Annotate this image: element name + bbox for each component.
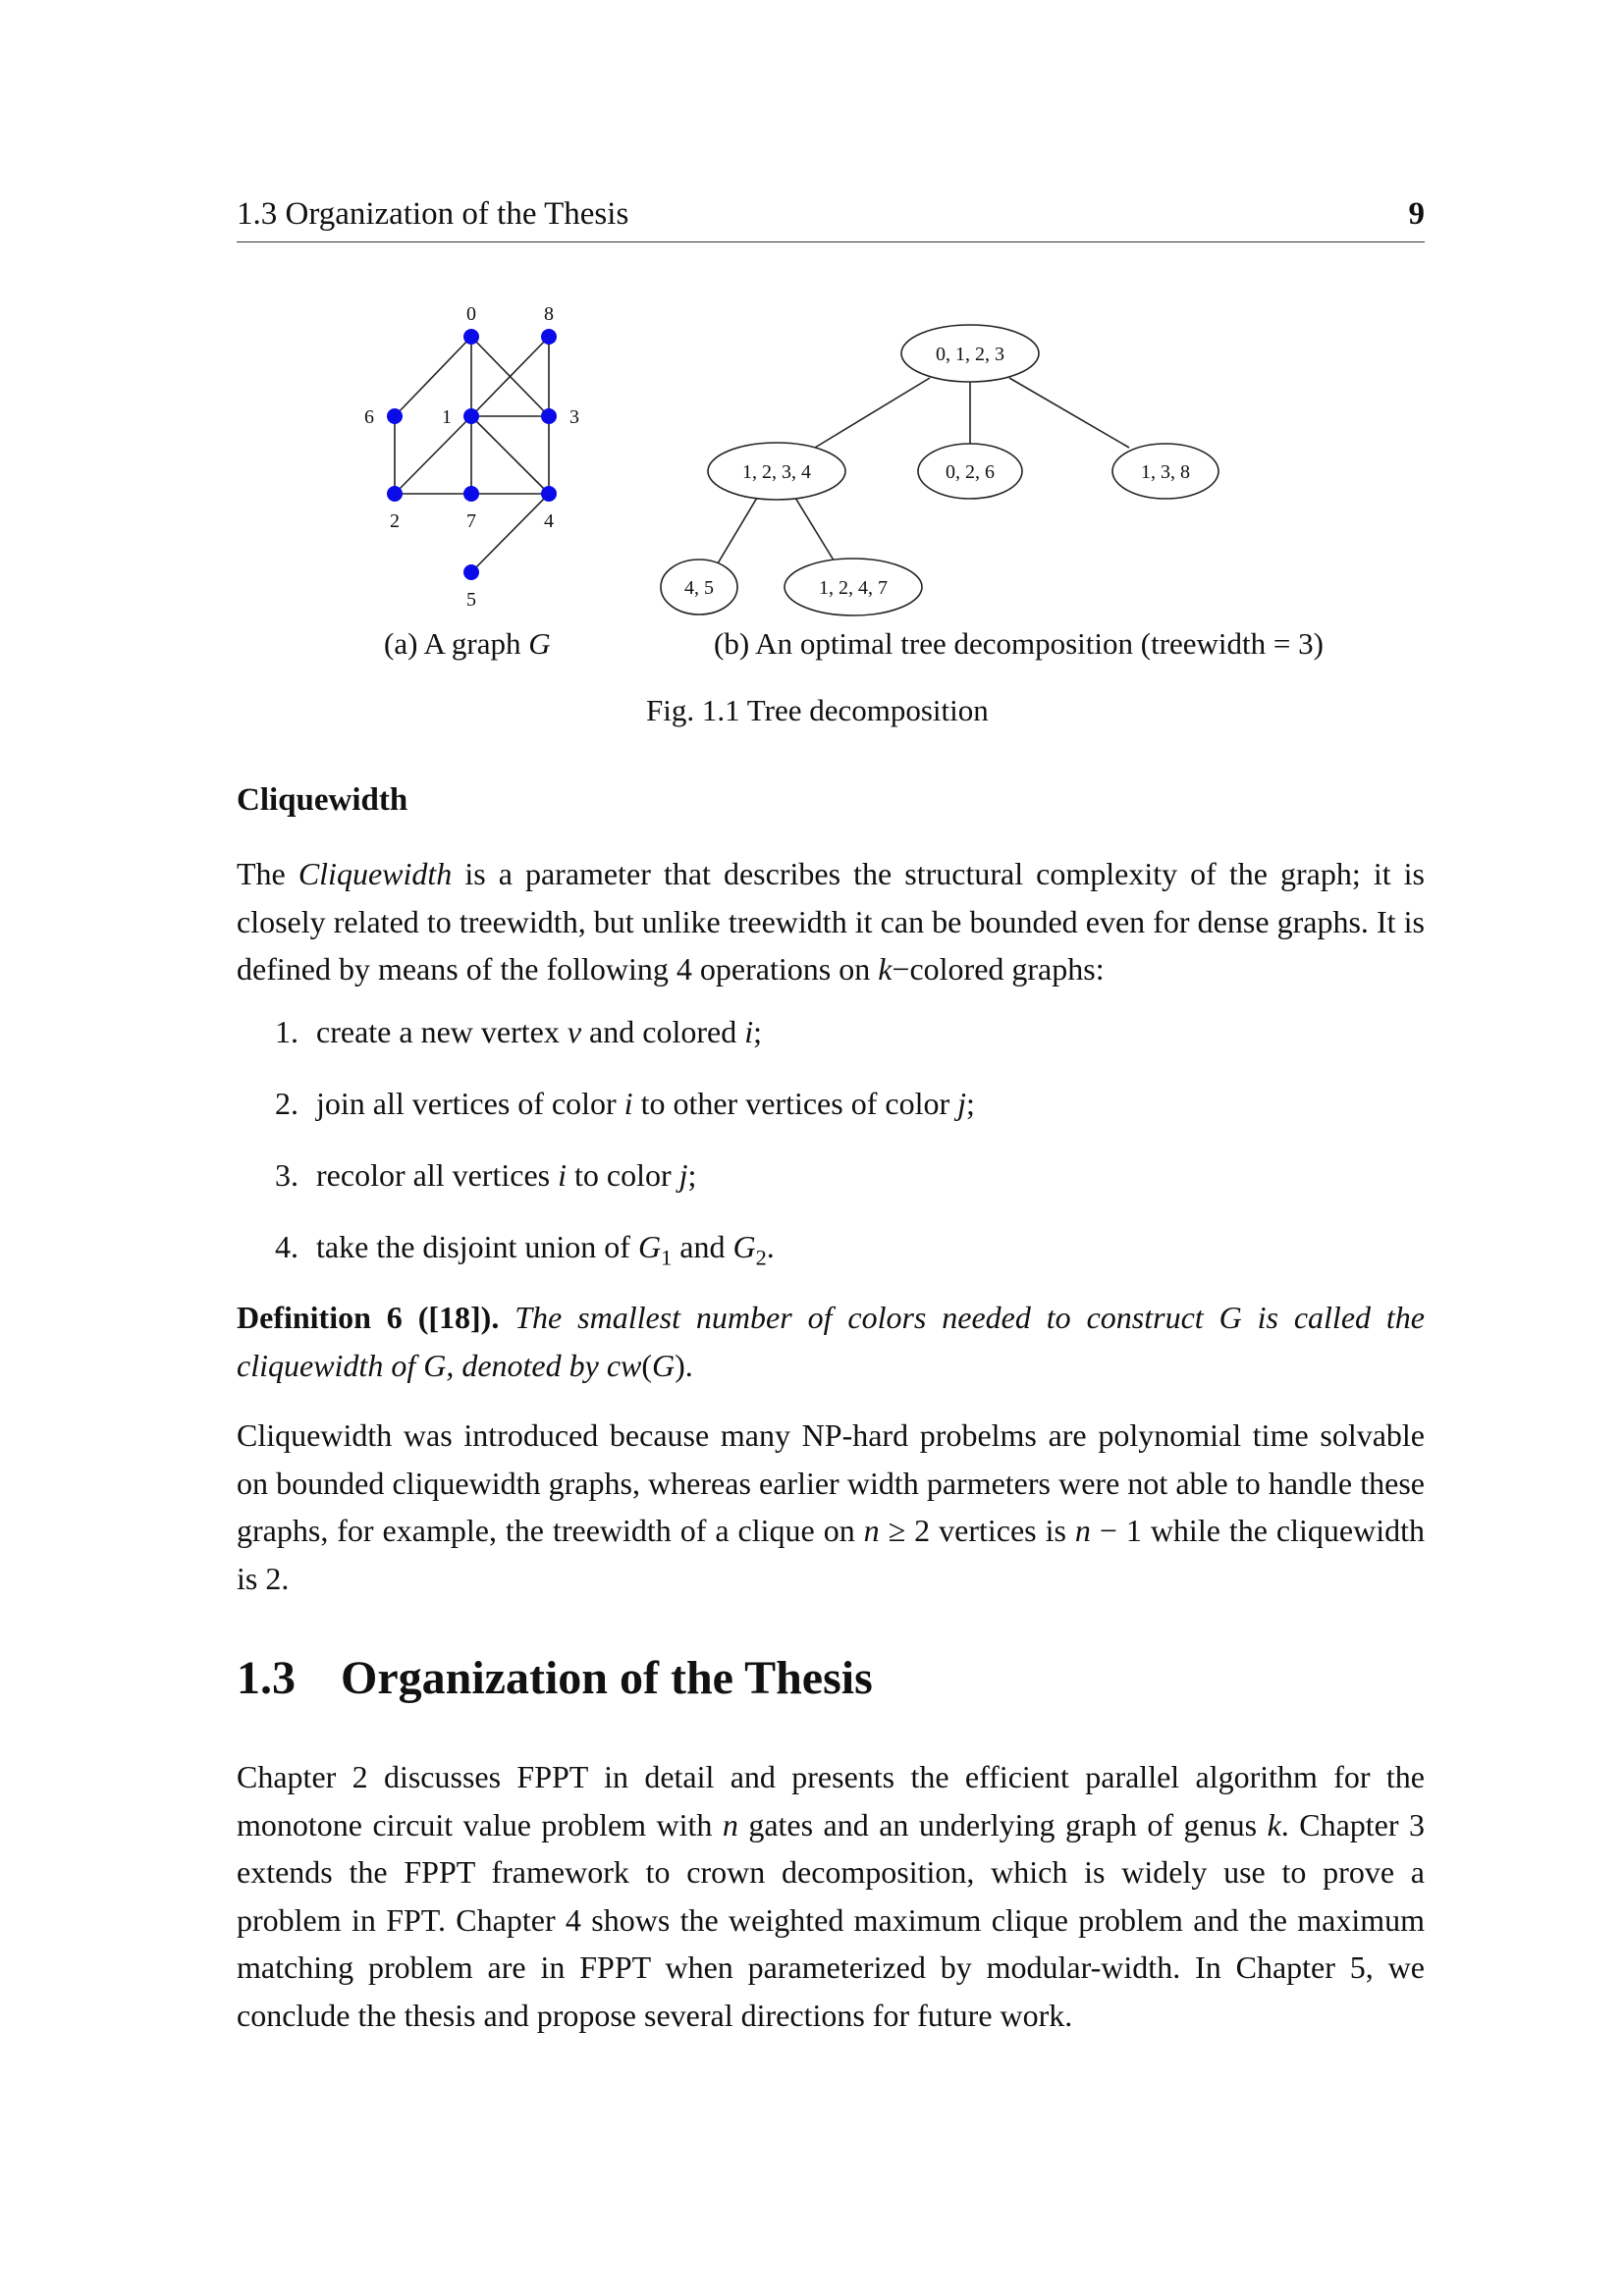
list-item <box>275 1229 775 1270</box>
list-text: take the disjoint union of <box>316 1229 638 1264</box>
list-number: 1. <box>275 1014 298 1049</box>
vertex-label-5: 5 <box>466 589 476 611</box>
list-text: ; <box>753 1014 762 1049</box>
section-number: 1.3 <box>237 1652 296 1704</box>
cliquewidth-intro <box>237 850 1425 993</box>
vertex-label-2: 2 <box>390 510 400 532</box>
list-item <box>275 1014 762 1050</box>
subcaption-a <box>384 626 551 662</box>
vertex-6 <box>387 408 403 424</box>
list-text: ; <box>687 1157 697 1193</box>
definition-text: is called the cliquewidth of G, denoted by <box>237 1300 1426 1383</box>
graph-edges <box>395 337 549 572</box>
vertex-label-4: 4 <box>544 510 554 532</box>
list-item <box>275 1157 696 1194</box>
list-text: and colored <box>581 1014 745 1049</box>
section-var: n <box>722 1806 738 1842</box>
list-item <box>275 1086 975 1122</box>
intro-k: k <box>878 951 893 987</box>
bag-label-0123: 0, 1, 2, 3 <box>936 344 1004 365</box>
list-text: join all vertices of color <box>316 1086 624 1121</box>
list-number: 2. <box>275 1086 298 1121</box>
intro-text-1: The <box>237 856 298 891</box>
list-subscript: 2 <box>755 1245 767 1270</box>
list-text: and <box>672 1229 733 1264</box>
list-number: 3. <box>275 1157 298 1193</box>
definition-ref: ([18]). <box>402 1300 500 1335</box>
page-number: 9 <box>1408 196 1425 232</box>
vertex-0 <box>463 329 479 345</box>
vertex-4 <box>541 486 557 502</box>
list-var: i <box>558 1157 567 1193</box>
figure-1-1 <box>0 0 1624 628</box>
tree-edge-root-c <box>1009 378 1129 448</box>
cliquewidth-paragraph-2 <box>237 1412 1425 1602</box>
definition-label: Definition 6 <box>237 1300 403 1335</box>
vertex-label-6: 6 <box>364 406 374 428</box>
vertex-label-3: 3 <box>569 406 579 428</box>
list-text: to other vertices of color <box>632 1086 958 1121</box>
edge-0-6 <box>395 337 471 416</box>
list-var: j <box>678 1157 688 1193</box>
intro-text-3: −colored graphs: <box>892 951 1105 987</box>
list-subscript: 1 <box>661 1245 673 1270</box>
subcaption-a-text: (a) A graph <box>384 626 529 661</box>
section-title: Organization of the Thesis <box>341 1652 873 1704</box>
edge-1-2 <box>395 416 471 494</box>
list-number: 4. <box>275 1229 298 1264</box>
list-var: G <box>637 1229 662 1264</box>
edge-1-4 <box>471 416 549 494</box>
bag-label-1234: 1, 2, 3, 4 <box>742 461 811 483</box>
para2-var: n <box>1074 1513 1091 1548</box>
para2-text: ≥ 2 vertices is <box>879 1513 1075 1548</box>
list-var: v <box>567 1014 582 1049</box>
running-title: 1.3 Organization of the Thesis <box>237 196 629 232</box>
vertex-label-1: 1 <box>442 406 452 428</box>
definition-text: ). <box>675 1347 693 1383</box>
list-var: i <box>744 1014 754 1049</box>
list-text: recolor all vertices <box>316 1157 559 1193</box>
section-var: k <box>1267 1806 1281 1842</box>
list-var: G <box>732 1229 756 1264</box>
definition-var: cw <box>606 1347 642 1383</box>
vertex-7 <box>463 486 479 502</box>
vertex-8 <box>541 329 557 345</box>
bag-label-1247: 1, 2, 4, 7 <box>819 577 888 599</box>
section-paragraph <box>237 1753 1425 2039</box>
vertex-label-0: 0 <box>466 303 476 325</box>
list-var: i <box>623 1086 633 1121</box>
tree-edge-a-d <box>718 498 757 563</box>
cliquewidth-heading: Cliquewidth <box>237 782 408 818</box>
bag-label-138: 1, 3, 8 <box>1141 461 1190 483</box>
list-text: create a new vertex <box>316 1014 568 1049</box>
vertex-3 <box>541 408 557 424</box>
list-text: to color <box>566 1157 679 1193</box>
definition-text: ( <box>641 1347 653 1383</box>
tree-edge-root-a <box>815 378 930 448</box>
vertex-2 <box>387 486 403 502</box>
para2-text: Cliquewidth was introduced because many NP-hard probelms are polynomial time solvable on bounded cliquewidth graphs, whereas earlier width parmeters were not able to handle these graphs, for example, the treewidth of a clique on <box>237 1417 1425 1548</box>
list-text: . <box>766 1229 775 1264</box>
intro-text-2: is a parameter that describes the structural complexity of the graph; it is closely related to treewidth, but unlike treewidth it can be bounded even for dense graphs. It is defined by means of the following 4 operations on <box>237 856 1426 987</box>
list-text: ; <box>966 1086 975 1121</box>
edge-4-5 <box>471 494 549 572</box>
intro-term: Cliquewidth <box>298 856 453 891</box>
subcaption-b: (b) An optimal tree decomposition (treewidth = 3) <box>714 626 1324 661</box>
definition-var: G <box>652 1347 676 1383</box>
vertex-label-8: 8 <box>544 303 554 325</box>
figure-caption: Fig. 1.1 Tree decomposition <box>646 693 989 727</box>
section-text: . Chapter 3 extends the FPPT framework to crown decomposition, which is widely use to prove a problem in FPT. Chapter 4 shows the weighted maximum clique problem and the maximum matching problem are in FPPT when parameterized by modular-width. In Chapter 5, we conclude the thesis and propose several directions for future work. <box>237 1806 1426 2033</box>
section-text: gates and an underlying graph of genus <box>737 1806 1268 1842</box>
section-text: Chapter 2 discusses FPPT in detail and presents the efficient parallel algorithm for the monotone circuit value problem with <box>237 1759 1425 1842</box>
para2-var: n <box>863 1513 880 1548</box>
para2-text: − 1 while the cliquewidth is 2. <box>237 1513 1426 1596</box>
vertex-label-7: 7 <box>466 510 476 532</box>
definition-6 <box>237 1294 1425 1389</box>
bag-label-026: 0, 2, 6 <box>946 461 995 483</box>
tree-edge-a-e <box>795 498 836 563</box>
list-var: j <box>957 1086 966 1121</box>
bag-label-45: 4, 5 <box>684 577 714 599</box>
definition-text: The smallest number of colors needed to construct <box>499 1300 1219 1335</box>
definition-var: G <box>1218 1300 1242 1335</box>
vertex-5 <box>463 564 479 580</box>
vertex-1 <box>463 408 479 424</box>
section-heading <box>237 1651 873 1705</box>
subcaption-a-var: G <box>528 626 551 661</box>
